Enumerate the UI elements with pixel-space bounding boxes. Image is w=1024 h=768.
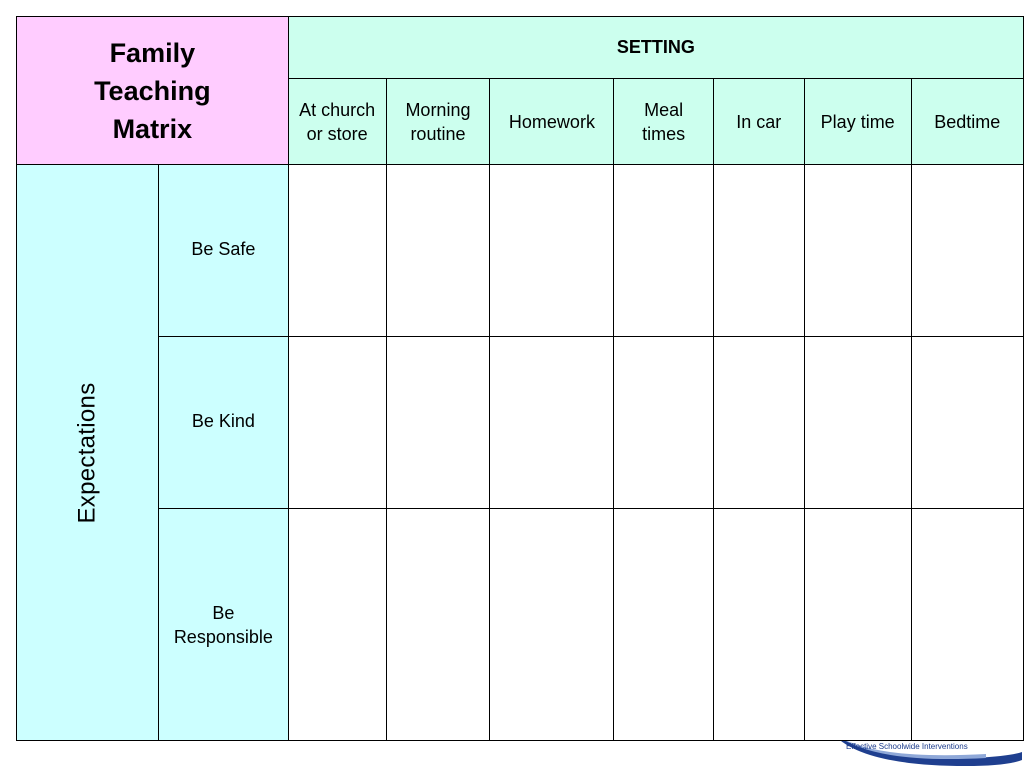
matrix-cell[interactable] xyxy=(713,509,804,741)
matrix-cell[interactable] xyxy=(804,165,911,337)
column-header: Morning routine xyxy=(386,79,490,165)
row-header: Be Kind xyxy=(159,337,289,509)
expectations-label: Expectations xyxy=(17,165,159,741)
matrix-title: Family Teaching Matrix xyxy=(17,17,289,165)
matrix-cell[interactable] xyxy=(288,509,386,741)
matrix-cell[interactable] xyxy=(911,509,1023,741)
table-row xyxy=(17,337,1024,509)
matrix-cell[interactable] xyxy=(713,165,804,337)
column-header: Bedtime xyxy=(911,79,1023,165)
table-row xyxy=(17,165,1024,337)
column-header: At church or store xyxy=(288,79,386,165)
matrix-cell[interactable] xyxy=(804,337,911,509)
column-header: Homework xyxy=(490,79,614,165)
column-header: Meal times xyxy=(614,79,713,165)
matrix-cell[interactable] xyxy=(386,165,490,337)
matrix-cell[interactable] xyxy=(614,337,713,509)
matrix-cell[interactable] xyxy=(490,165,614,337)
logo-tagline: Effective Schoolwide Interventions xyxy=(846,742,968,751)
matrix-cell[interactable] xyxy=(614,509,713,741)
column-header: Play time xyxy=(804,79,911,165)
table-row xyxy=(17,509,1024,741)
matrix-cell[interactable] xyxy=(288,337,386,509)
row-header: Be Responsible xyxy=(159,509,289,741)
matrix-cell[interactable] xyxy=(490,337,614,509)
matrix-cell[interactable] xyxy=(386,509,490,741)
family-teaching-matrix xyxy=(16,16,1024,741)
header-row-setting xyxy=(17,17,1024,79)
matrix-cell[interactable] xyxy=(490,509,614,741)
matrix-cell[interactable] xyxy=(614,165,713,337)
matrix-cell[interactable] xyxy=(713,337,804,509)
matrix-cell[interactable] xyxy=(288,165,386,337)
row-header: Be Safe xyxy=(159,165,289,337)
column-header: In car xyxy=(713,79,804,165)
matrix-cell[interactable] xyxy=(804,509,911,741)
matrix-cell[interactable] xyxy=(911,337,1023,509)
setting-header: SETTING xyxy=(288,17,1023,79)
matrix-cell[interactable] xyxy=(911,165,1023,337)
matrix-cell[interactable] xyxy=(386,337,490,509)
